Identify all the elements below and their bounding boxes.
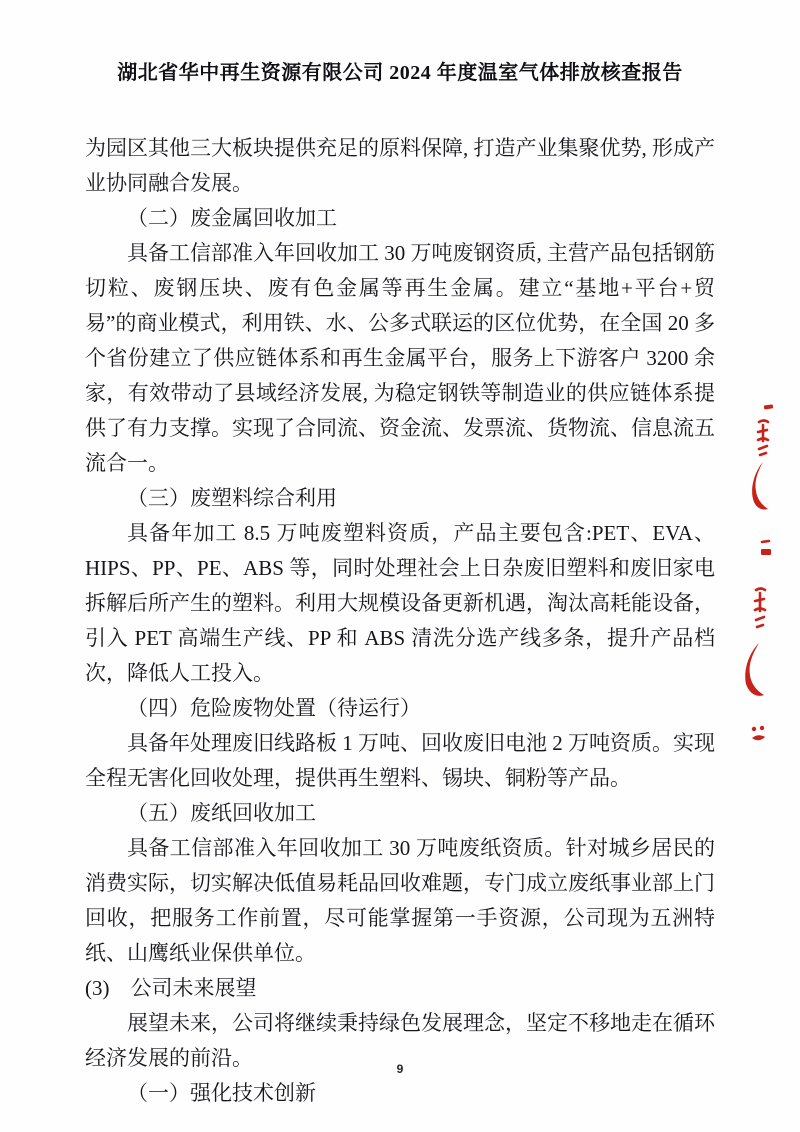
- paragraph-body: 具备年处理废旧线路板 1 万吨、回收废旧电池 2 万吨资质。实现全程无害化回收处理，提供再生塑料、锡块、铜粉等产品。: [85, 731, 715, 790]
- paragraph-body: 具备工信部准入年回收加工 30 万吨废钢资质, 主营产品包括钢筋切粒、废钢压块、废有色金属等再生金属。建立“基地+平台+贸易”的商业模式，利用铁、水、公多式联运的区位优势，在全国 20 多个省份建立了供应链体系和再生金属平台，服务上下游客户 3200 余家，有效带动了县域经济发展, 为稳定钢铁等制造业的供应链体系提供了有力支撑。实现了合同流、资金流、发票流、货物流、信息流五流合一。: [85, 241, 715, 475]
- red-ink-swoosh-icon: [749, 461, 771, 513]
- document-body: [85, 131, 715, 1111]
- document-header-title: 湖北省华中再生资源有限公司 2024 年度温室气体排放核查报告: [117, 62, 683, 84]
- red-ink-dash-top-icon: [762, 403, 776, 413]
- paragraph-heading: （四）危险废物处置（待运行）: [127, 696, 421, 720]
- paragraph-body: 具备年加工 8.5 万吨废塑料资质，产品主要包含:PET、EVA、HIPS、PP、PE、ABS 等，同时处理社会上日杂废旧塑料和废旧家电拆解后所产生的塑料。利用大规模设备更新机遇，淘汰高耗能设备，引入 PET 高端生产线、PP 和 ABS 清洗分选产线多条，提升产品档次，降低人工投入。: [85, 521, 715, 685]
- paragraph-heading: （五）废纸回收加工: [127, 801, 316, 825]
- paragraph-numbered: (3) 公司未来展望: [85, 976, 257, 1000]
- paragraph-continuation: 为园区其他三大板块提供充足的原料保障, 打造产业集聚优势, 形成产业协同融合发展。: [85, 136, 715, 195]
- red-ink-swoosh-icon: [742, 642, 768, 700]
- paragraph-body: 展望未来，公司将继续秉持绿色发展理念，坚定不移地走在循环经济发展的前沿。: [85, 1011, 715, 1070]
- paragraph-heading: （三）废塑料综合利用: [127, 486, 337, 510]
- red-ink-script-fragment-icon: [751, 584, 769, 632]
- red-ink-fragment-mid-icon: [757, 538, 775, 560]
- paragraph-heading: （二）废金属回收加工: [127, 206, 337, 230]
- red-ink-fragment-bottom-icon: [747, 723, 771, 747]
- page-number: 9: [396, 1062, 404, 1076]
- paragraph-heading: （一）强化技术创新: [127, 1081, 316, 1105]
- paragraph-body: 具备工信部准入年回收加工 30 万吨废纸资质。针对城乡居民的消费实际，切实解决低值易耗品回收难题，专门成立废纸事业部上门回收，把服务工作前置，尽可能掌握第一手资源，公司现为五洲特纸、山鹰纸业保供单位。: [85, 836, 715, 965]
- red-ink-script-fragment-icon: [754, 417, 772, 459]
